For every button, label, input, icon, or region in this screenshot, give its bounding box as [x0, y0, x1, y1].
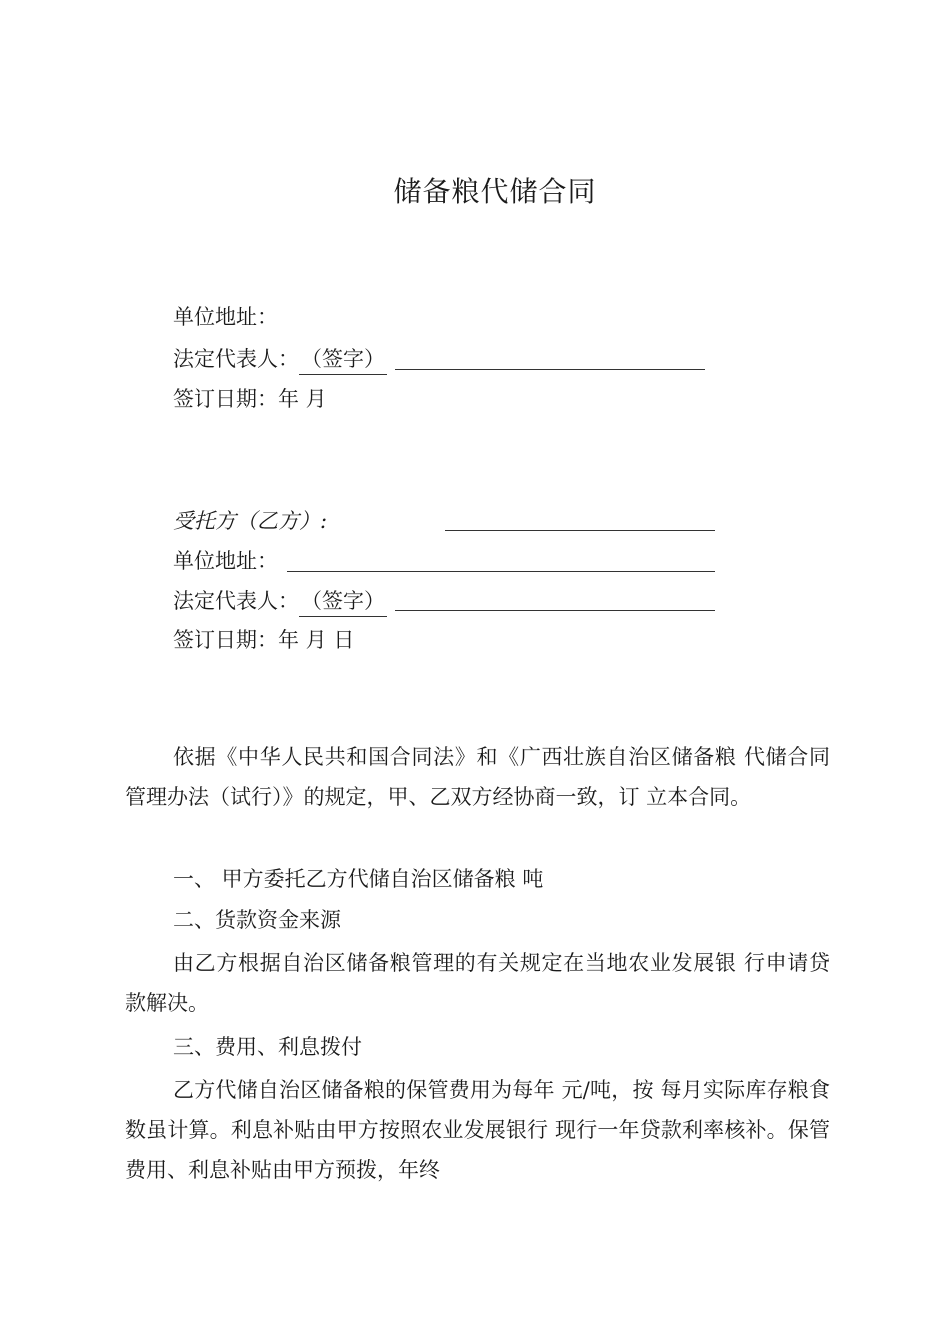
clause-2-text: 由乙方根据自治区储备粮管理的有关规定在当地农业发展银 行申请贷款解决。	[125, 951, 830, 1015]
clause-3-text: 乙方代储自治区储备粮的保管费用为每年 元/吨，按 每月实际库存粮食数虽计算。利息补贴由甲方按照农业发展银行 现行一年贷款利率核补。保管费用、利息补贴由甲方预拨，年终	[125, 1078, 830, 1182]
party-b-name-underline	[445, 529, 715, 531]
intro-paragraph: 依据《中华人民共和国合同法》和《广西壮族自治区储备粮 代储合同管理办法（试行）》的规定，甲、乙双方经协商一致，订 立本合同。	[125, 745, 830, 809]
party-b-address-label: 单位地址：	[173, 549, 278, 573]
party-b-rep-underline	[395, 609, 715, 611]
party-a-rep-underline	[395, 368, 705, 370]
party-b-rep-label: 法定代表人：	[173, 589, 299, 613]
party-a-date: 签订日期：年 月	[173, 387, 327, 411]
party-a-rep-sign: （签字）	[299, 344, 387, 375]
party-a-address-label: 单位地址：	[173, 305, 278, 329]
party-b-date: 签订日期：年 月 日	[173, 628, 355, 652]
clause-3-title: 三、费用、利息拨付	[173, 1035, 362, 1059]
clause-2-title: 二、货款资金来源	[173, 908, 341, 932]
clause-1: 一、 甲方委托乙方代储自治区储备粮 吨	[173, 867, 544, 891]
party-b-address-underline	[287, 570, 715, 572]
party-a-rep-label: 法定代表人：	[173, 347, 299, 371]
page-title: 储备粮代储合同	[393, 175, 597, 208]
party-a-representative-row	[173, 344, 387, 375]
party-b-label: 受托方（乙方）:	[173, 509, 328, 533]
party-b-rep-sign: （签字）	[299, 586, 387, 617]
party-b-representative-row	[173, 586, 387, 617]
